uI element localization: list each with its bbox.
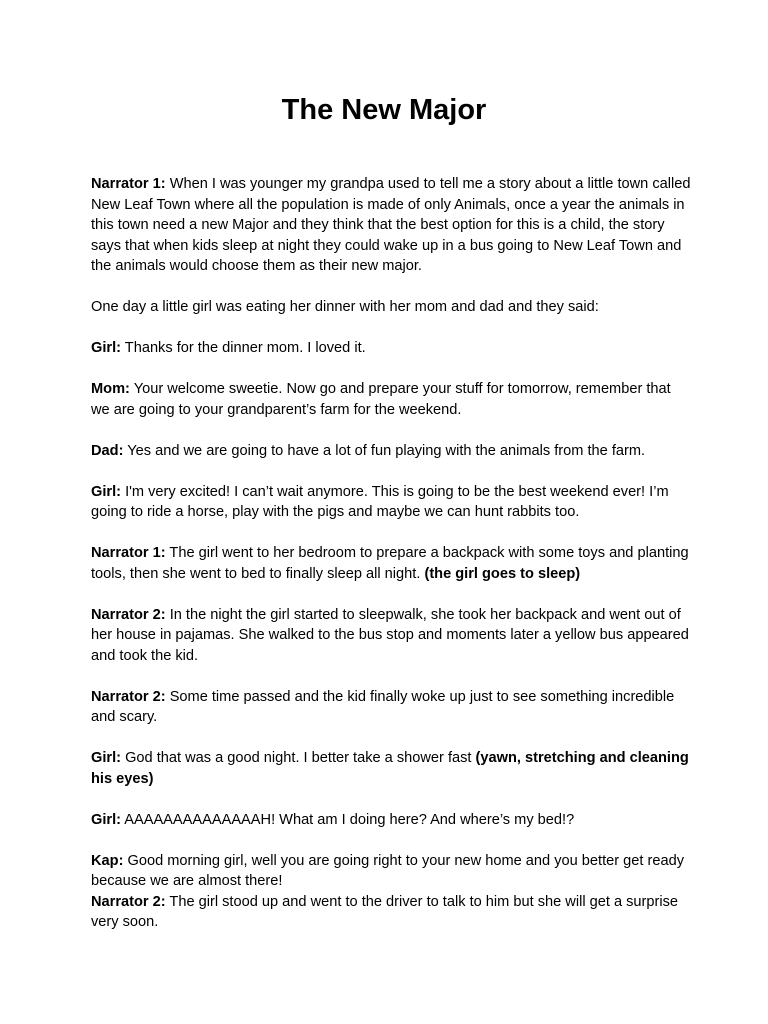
speaker-label: Dad:: [91, 442, 124, 459]
dialogue-text: AAAAAAAAAAAAAAH! What am I doing here? And where’s my bed!?: [124, 811, 575, 828]
script-paragraph: [91, 605, 691, 667]
script-paragraph: [91, 174, 691, 277]
stage-direction: (the girl goes to sleep): [424, 565, 581, 582]
script-paragraph: [91, 338, 691, 359]
speaker-label: Girl:: [91, 750, 121, 766]
dialogue-text: Your welcome sweetie. Now go and prepare your stuff for tomorrow, remember that we are going to your grandparent’s farm for the weekend.: [91, 381, 671, 418]
script-paragraph: [91, 748, 691, 789]
speaker-label: Girl:: [91, 483, 121, 500]
script-paragraph: [91, 441, 691, 462]
dialogue-text: God that was a good night. I better take a shower fast: [125, 750, 472, 766]
dialogue-text: Yes and we are going to have a lot of fun playing with the animals from the farm.: [127, 442, 646, 459]
script-paragraph: [91, 687, 691, 728]
speaker-label: Narrator 2:: [91, 606, 166, 623]
dialogue-text: Good morning girl, well you are going right to your new home and you better get ready because we are almost there!: [91, 852, 685, 889]
speaker-label: Girl:: [91, 340, 121, 356]
script-paragraph: [91, 543, 691, 584]
speaker-label: Mom:: [91, 381, 130, 397]
script-paragraph: [91, 297, 691, 318]
speaker-label: Narrator 2:: [91, 893, 166, 910]
dialogue-text: Some time passed and the kid finally woke up just to see something incredible and scary.: [91, 688, 675, 725]
dialogue-text: When I was younger my grandpa used to tell me a story about a little town called New Leaf Town where all the population is made of only Animals, once a year the animals in this town need a new Major and they think that the best option for this is a child, the story says that when kids sleep at night they could wake up in a bus going to New Leaf Town and the animals would choose them as their new major.: [91, 176, 691, 274]
speaker-label: Narrator 1:: [91, 545, 166, 561]
dialogue-text: Thanks for the dinner mom. I loved it.: [124, 340, 366, 356]
script-paragraph: [91, 892, 691, 933]
stage-direction: (yawn, stretching and cleaning his eyes): [91, 750, 689, 787]
script-paragraph: [91, 482, 691, 523]
speaker-label: Girl:: [91, 811, 121, 828]
dialogue-text: The girl stood up and went to the driver to talk to him but she will get a surprise very soon.: [91, 893, 679, 930]
dialogue-text: One day a little girl was eating her dinner with her mom and dad and they said:: [91, 299, 599, 315]
script-paragraph: [91, 810, 691, 831]
dialogue-text: I'm very excited! I can’t wait anymore. This is going to be the best weekend ever! I’m going to ride a horse, play with the pigs and maybe we can hunt rabbits too.: [91, 483, 669, 520]
speaker-label: Kap:: [91, 852, 124, 869]
script-paragraph: [91, 379, 691, 420]
speaker-label: Narrator 2:: [91, 688, 166, 705]
speaker-label: Narrator 1:: [91, 176, 166, 192]
document-title: The New Major: [281, 94, 487, 126]
script-paragraph: [91, 851, 691, 892]
dialogue-text: The girl went to her bedroom to prepare a backpack with some toys and planting tools, then she went to bed to finally sleep all night.: [91, 545, 689, 582]
dialogue-text: In the night the girl started to sleepwalk, she took her backpack and went out of her house in pajamas. She walked to the bus stop and moments later a yellow bus appeared and took the kid.: [91, 606, 689, 664]
script-body: [91, 174, 691, 933]
